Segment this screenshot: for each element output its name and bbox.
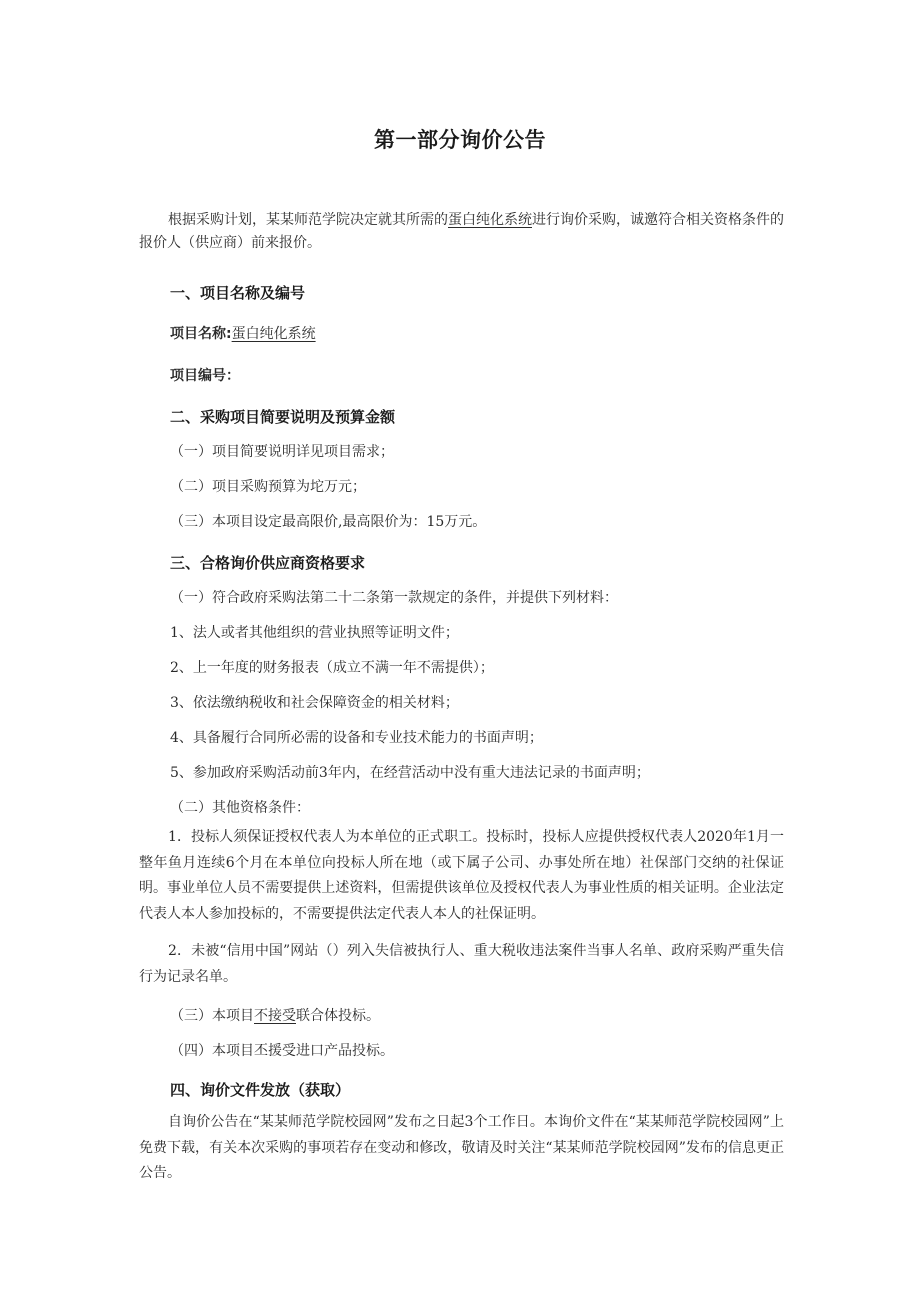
section-2-item: （一）项目简要说明详见项目需求； [170,444,394,460]
sub3-underlined: 不接受 [254,1008,296,1024]
qualification-item: 1、法人或者其他组织的营业执照等证明文件； [170,625,459,641]
section-2-heading: 二、采购项目简要说明及预算金额 [170,408,396,426]
qualification-item: 2、上一年度的财务报表（成立不满一年不需提供）； [170,660,494,676]
project-name-label: 项目名称: [170,326,232,342]
intro-paragraph [139,209,784,255]
other-condition-1: 1．投标人须保证授权代表人为本单位的正式职工。投标时，投标人应提供授权代表人2020年1月一整年鱼月连续6个月在本单位向投标人所在地（或下属子公司、办事处所在地）社保部门交纳的社保证明。事业单位人员不需要提供上述资料，但需提供该单位及授权代表人为事业性质的相关证明。企业法定代表人本人参加投标的，不需要提供法定代表人本人的社保证明。 [139,829,784,922]
page-title: 第一部分询价公告 [374,128,546,152]
intro-text-post: 进行询价采购，诚邀符合相关资格条件的报价人（供应商）前来报价。 [139,212,784,251]
qualification-item: 4、具备履行合同所必需的设备和专业技术能力的书面声明； [170,730,543,746]
section-3-sub1: （一）符合政府采购法第二十二条第一款规定的条件，并提供下列材料： [170,590,618,606]
section-3-sub3 [170,1005,380,1025]
project-name-value: 蛋白纯化系统 [231,326,316,342]
qualification-item: 5、参加政府采购活动前3年内，在经营活动中没有重大违法记录的书面声明； [170,765,650,781]
project-name-line [170,323,316,343]
section-2-item: （二）项目采购预算为坨万元； [170,479,366,495]
other-condition-2: 2．未被“信用中国”网站（）列入失信被执行人、重大税收违法案件当事人名单、政府采购严重失信行为记录名单。 [139,943,784,985]
section-3-sub2: （二）其他资格条件： [170,800,310,816]
section-4-heading: 四、询价文件发放（获取） [170,1081,351,1099]
sub3-post: 联合体投标。 [296,1008,380,1024]
section-3-heading: 三、合格询价供应商资格要求 [170,554,366,572]
section-2-item: （三）本项目设定最高限价,最高限价为：15万元。 [170,514,487,530]
project-number-line [170,365,240,385]
sub3-pre: （三）本项目 [170,1008,254,1024]
section-1-heading: 一、项目名称及编号 [170,284,306,302]
qualification-item: 3、依法缴纳税收和社会保障资金的相关材料； [170,695,459,711]
section-3-sub4: （四）本项目丕援受进口产品投标。 [170,1043,394,1059]
section-4-paragraph: 自询价公告在“某某师范学院校园网”发布之日起3个工作日。本询价文件在“某某师范学院校园网”上免费下载，有关本次采购的事项若存在变动和修改，敬请及时关注“某某师范学院校园网”发布的信息更正公告。 [139,1114,784,1181]
project-number-label: 项目编号： [170,368,240,384]
intro-project-link: 蛋白纯化系统 [448,212,532,228]
intro-text-pre: 根据采购计划，某某师范学院决定就其所需的 [168,212,448,228]
